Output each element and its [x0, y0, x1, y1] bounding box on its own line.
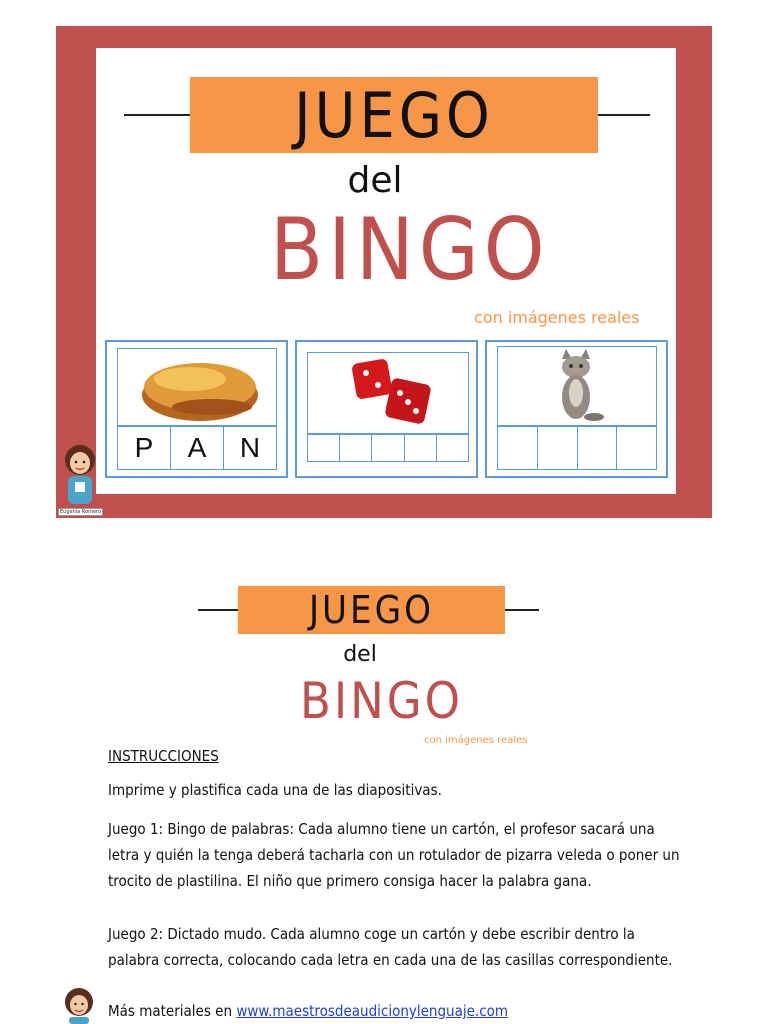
- letter-slot: [372, 435, 404, 461]
- letter-slot: [308, 435, 340, 461]
- logo-title: JUEGO: [238, 586, 505, 634]
- letter-slot: N: [239, 432, 261, 463]
- author-tag: Eugenia Romero: [60, 509, 102, 515]
- title-rule-left: [124, 114, 190, 116]
- logo-rule-left: [198, 609, 238, 611]
- text-line: trocito de plastilina. El niño que primero consiga hacer la palabra gana.: [108, 872, 592, 890]
- title-rule-right: [598, 114, 650, 116]
- instruction-juego1: [108, 816, 728, 894]
- logo-rule-right: [505, 609, 539, 611]
- text-line: letra y quién la tenga deberá tacharla con un rotulador de pizarra veleda o poner un: [108, 846, 680, 864]
- letter-slot: [340, 435, 372, 461]
- footer-avatar-icon: [60, 986, 98, 1024]
- letter-slot: [538, 427, 578, 469]
- text-line: palabra correcta, colocando cada letra en cada una de las casillas correspondiente.: [108, 951, 673, 969]
- text-line: Juego 1: Bingo de palabras: Cada alumno tiene un cartón, el profesor sacará una: [108, 820, 655, 838]
- logo-subtitle: con imágenes reales: [424, 735, 528, 746]
- letter-slot: A: [171, 427, 224, 469]
- cover-subtitle: con imágenes reales: [474, 308, 640, 327]
- cover-title: JUEGO: [190, 77, 598, 153]
- cat-icon: [548, 349, 608, 425]
- text-line: Juego 2: Dictado mudo. Cada alumno coge un cartón y debe escribir dentro la: [108, 925, 635, 943]
- logo-del: del: [343, 642, 377, 667]
- letter-slot: [578, 427, 618, 469]
- card-image-frame: [497, 346, 657, 426]
- more-materials-label: Más materiales en: [108, 1002, 237, 1020]
- dice-icon: [342, 355, 442, 435]
- bingo-card-cat: [485, 340, 668, 478]
- letter-slot: [617, 427, 656, 469]
- letter-slot: [405, 435, 437, 461]
- letter-slots: [497, 426, 657, 470]
- cover-bingo: BINGO: [270, 200, 550, 300]
- more-materials: [108, 998, 508, 1024]
- instruction-print: Imprime y plastifica cada una de las diapositivas.: [108, 781, 442, 799]
- logo-bingo: BINGO: [300, 672, 464, 730]
- card-image-frame: [307, 352, 469, 434]
- website-link[interactable]: www.maestrosdeaudicionylenguaje.com: [236, 1002, 509, 1020]
- author-avatar-icon: [58, 444, 102, 508]
- letter-slot: [498, 427, 538, 469]
- instruction-juego2: [108, 921, 728, 973]
- letter-slot: [437, 435, 468, 461]
- cover-del: del: [347, 160, 403, 201]
- letter-slots: [117, 426, 277, 470]
- bingo-card-bread: [105, 340, 288, 478]
- card-image-frame: [117, 348, 277, 426]
- letter-slot: P: [118, 427, 171, 469]
- bingo-card-dice: [295, 340, 478, 478]
- instructions-heading: INSTRUCCIONES: [108, 747, 219, 765]
- letter-slots: [307, 434, 469, 462]
- bread-icon: [120, 351, 276, 425]
